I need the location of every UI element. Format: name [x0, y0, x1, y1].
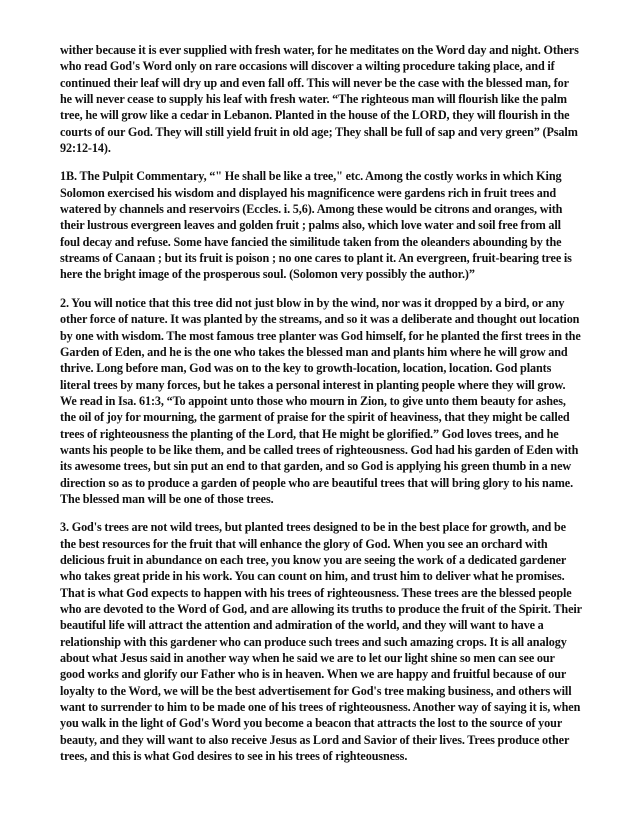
document-page: [60, 42, 582, 776]
paragraph-1b: 1B. The Pulpit Commentary, “" He shall be like a tree," etc. Among the costly works in which King Solomon exercised his wisdom and displayed his magnificence were gardens rich in fruit trees and watered by channels and reservoirs (Eccles. i. 5,6). Among these would be citrons and oranges, with their lustrous evergreen leaves and golden fruit ; palms also, which love water and soil free from all foul decay and refuse. Some have fancied the similitude taken from the oleanders abounding by the streams of Canaan ; but its fruit is poison ; no one cares to plant it. An evergreen, fruit-bearing tree is here the bright image of the prosperous soul. (Solomon very possibly the author.)”: [60, 169, 572, 282]
paragraph-continuation: wither because it is ever supplied with fresh water, for he meditates on the Word day and night. Others who read God's Word only on rare occasions will discover a wilting procedure taking place, and if continued their leaf will dry up and even fall off. This will never be the case with the blessed man, for he will never cease to supply his leaf with fresh water. “The righteous man will flourish like the palm tree, he will grow like a cedar in Lebanon. Planted in the house of the LORD, they will flourish in the courts of our God. They will still yield fruit in old age; They shall be full of sap and very green” (Psalm 92:12-14).: [60, 43, 579, 156]
paragraph-2: 2. You will notice that this tree did not just blow in by the wind, nor was it dropped by a bird, or any other force of nature. It was planted by the streams, and so it was a deliberate and thought out location by one with wisdom. The most famous tree planter was God himself, for he planted the first trees in the Garden of Eden, and he is the one who takes the blessed man and plants him where he will grow and thrive. Long before man, God was on to the key to growth-location, location, location. God plants literal trees by many forces, but he takes a personal interest in planting people where they will grow. We read in Isa. 61:3, “To appoint unto those who mourn in Zion, to give unto them beauty for ashes, the oil of joy for mourning, the garment of praise for the spirit of heaviness, that they might be called trees of righteousness the planting of the Lord, that He might be glorified.” God loves trees, and he wants his people to be like them, and be called trees of righteousness. God had his garden of Eden with its awesome trees, but sin put an end to that garden, and so God is applying his green thumb in a new direction so as to produce a garden of people who are beautiful trees that will bring glory to his name. The blessed man will be one of those trees.: [60, 295, 581, 506]
paragraph-3: 3. God's trees are not wild trees, but planted trees designed to be in the best place for growth, and be the best resources for the fruit that will enhance the glory of God. When you see an orchard with delicious fruit in abundance on each tree, you know you are seeing the work of a dedicated gardener who takes great pride in his work. You can count on him, and trust him to deliver what he promises. That is what God expects to happen with his trees of righteousness. These trees are the blessed people who are devoted to the Word of God, and are allowing its truths to produce the fruit of the Spirit. Their beautiful life will attract the attention and admiration of the world, and they will want to have a relationship with this gardener who can produce such trees and such amazing crops. It is all analogy about what Jesus said in another way when he said we are to let our light shine so men can see our good works and glorify our Father who is in heaven. When we are happy and fruitful because of our loyalty to the Word, we will be the best advertisement for God's tree making business, and others will want to surrender to him to be made one of his trees of righteousness. Another way of saying it is, when you walk in the light of God's Word you become a beacon that attracts the lost to the source of your beauty, and they will want to also receive Jesus as Lord and Savior of their lives. Trees produce other trees, and this is what God desires to see in his trees of righteousness.: [60, 520, 582, 764]
